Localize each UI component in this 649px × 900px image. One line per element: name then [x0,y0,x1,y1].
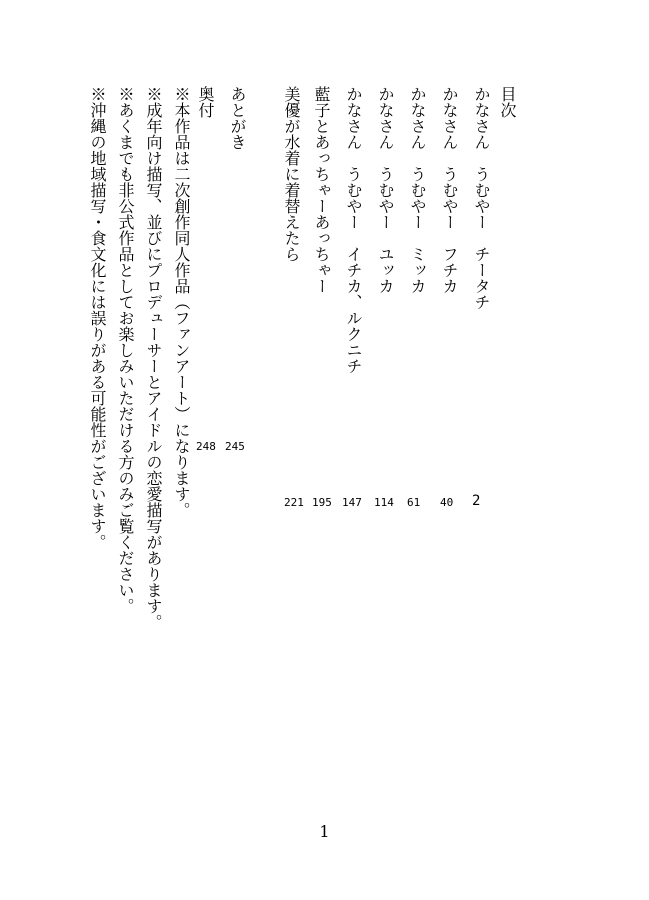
afterword-title: あとがき [228,86,247,150]
toc-entry-page: 40 [440,496,454,509]
toc-entry-title: 美優が水着に着替えたら [282,86,301,262]
page-number: 1 [319,822,330,841]
toc-entry-page: 221 [284,496,304,509]
toc-entry-page: 147 [342,496,362,509]
colophon-title: 奥付 [196,86,215,118]
toc-entry-title: かなさん うむやー イチカ、ルクニチ [344,86,363,374]
toc-entry-title: かなさん うむやー ユッカ [376,86,395,294]
note: ※本作品は二次創作同人作品（ファンアート）になります。 [172,86,191,518]
toc-entry-page: 114 [374,496,394,509]
toc-entry-title: かなさん うむやー チータチ [472,86,491,310]
toc-entry-title: 藍子とあっちゃーあっちゃー [312,86,331,294]
toc-entry-title: かなさん うむやー ミッカ [408,86,427,294]
toc-entry-title: かなさん うむやー フチカ [440,86,459,294]
note: ※あくまでも非公式作品としてお楽しみいただける方のみご覧ください。 [116,86,135,614]
afterword-page: 245 [225,440,245,453]
toc-entry-page: 61 [407,496,421,509]
toc-entry-page: 2 [472,493,481,509]
note: ※成年向け描写、並びにプロデューサーとアイドルの恋愛描写があります。 [144,86,163,630]
toc-entry-page: 195 [312,496,332,509]
note: ※沖縄の地域描写・食文化には誤りがある可能性がございます。 [88,86,107,550]
toc-heading: 目次 [498,86,517,118]
colophon-page: 248 [196,440,216,453]
